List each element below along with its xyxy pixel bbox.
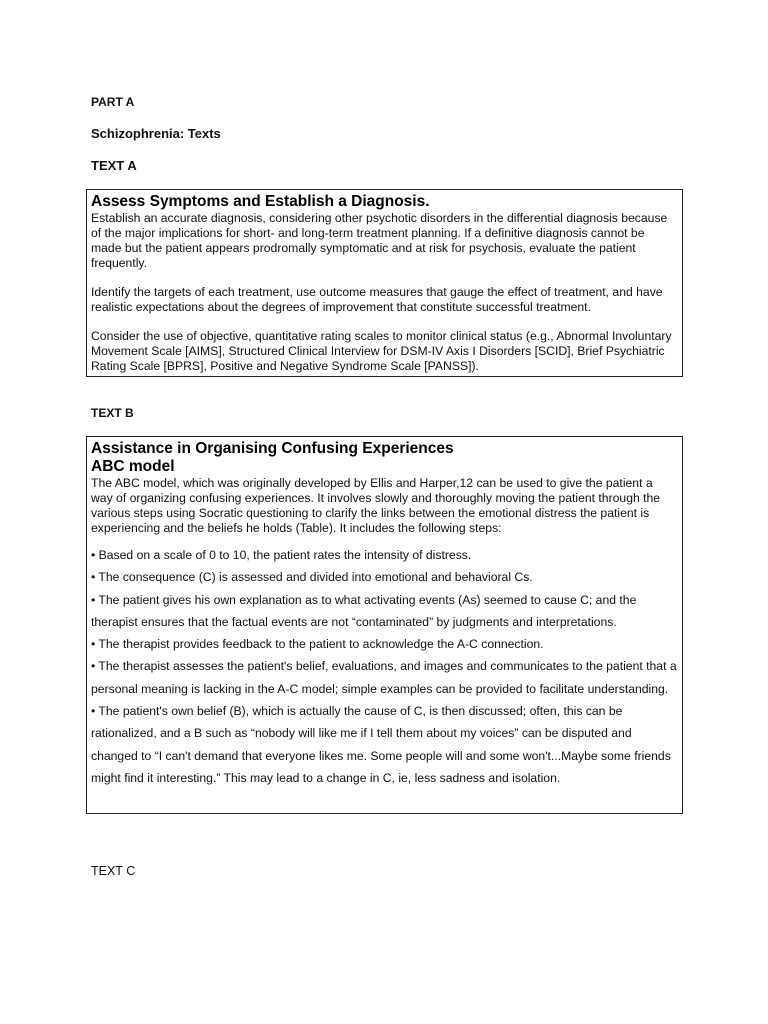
list-item: • The patient gives his own explanation as to what activating events (As) seemed to cause C; and the therapist ensures that the factual events are not “contaminated” by judgments and interpretations. [91, 592, 637, 629]
list-item: • The patient's own belief (B), which is actually the cause of C, is then discussed; often, this can be rationalized, and a B such as “nobody will like me if I tell them about my voices” can be disputed and changed to “I can't demand that everyone likes me. Some people will and some won't...Maybe some friends might find it interesting.” This may lead to a change in C, ie, less sadness and isolation. [91, 704, 671, 785]
text-a-heading: Assess Symptoms and Establish a Diagnosis. [91, 193, 430, 210]
section-title: Schizophrenia: Texts [91, 126, 221, 141]
text-b-heading: Assistance in Organising Confusing Experiences [91, 440, 454, 457]
list-item: • The consequence (C) is assessed and divided into emotional and behavioral Cs. [91, 570, 533, 585]
text-b-intro: The ABC model, which was originally developed by Ellis and Harper,12 can be used to give the patient a way of organizing confusing experiences. It involves slowly and thoroughly moving the patient through the various steps using Socratic questioning to clarify the links between the emotional distress the patient is experiencing and the beliefs he holds (Table). It includes the following steps: [91, 476, 661, 535]
list-item: • The therapist assesses the patient's belief, evaluations, and images and communicates to the patient that a personal meaning is lacking in the A-C model; simple examples can be provided to facilitate understanding. [91, 659, 677, 696]
list-item: • Based on a scale of 0 to 10, the patient rates the intensity of distress. [91, 548, 472, 562]
text-a-box [86, 189, 683, 377]
text-b-steps-list [91, 544, 677, 789]
text-b-label: TEXT B [91, 406, 134, 420]
text-b-box [86, 436, 683, 814]
text-a-paragraph: Consider the use of objective, quantitative rating scales to monitor clinical status (e.g., Abnormal Involuntary Movement Scale [AIMS], Structured Clinical Interview for DSM-IV Axis I Disorders [SCID], Brief Psychiatric Rating Scale [BPRS], Positive and Negative Syndrome Scale [PANSS]). [91, 329, 672, 373]
text-a-paragraph: Establish an accurate diagnosis, considering other psychotic disorders in the differential diagnosis because of the major implications for short- and long-term treatment planning. If a definitive diagnosis cannot be made but the patient appears prodromally symptomatic and at risk for psychosis, evaluate the patient frequently. [91, 211, 668, 270]
text-a-paragraph: Identify the targets of each treatment, use outcome measures that gauge the effect of treatment, and have realistic expectations about the degrees of improvement that constitute successful treatment. [91, 285, 663, 314]
list-item: • The therapist provides feedback to the patient to acknowledge the A-C connection. [91, 637, 544, 652]
part-label: PART A [91, 95, 135, 109]
text-c-label: TEXT C [91, 864, 136, 878]
text-a-label: TEXT A [91, 158, 137, 173]
text-b-subheading: ABC model [91, 458, 175, 475]
